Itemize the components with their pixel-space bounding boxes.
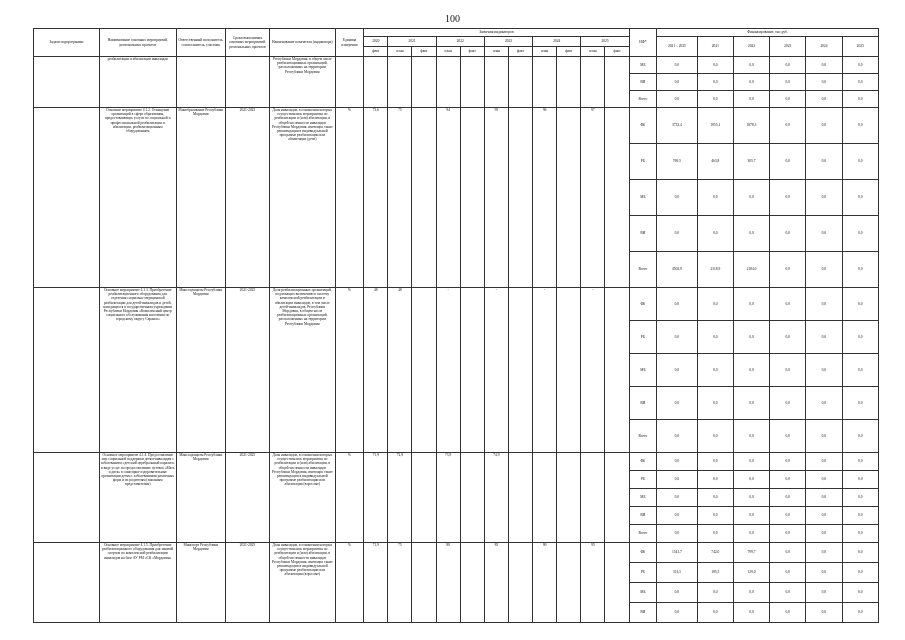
header-source: ИФ* <box>629 29 656 57</box>
finance-value-cell: 0,0 <box>770 489 806 507</box>
finance-value-cell: 0,0 <box>806 252 842 288</box>
indicator-value-cell: - <box>533 288 557 453</box>
finance-value-cell: 2318,9 <box>697 252 733 288</box>
finance-source-cell: ВИ <box>629 507 656 525</box>
finance-value-cell: 0,0 <box>806 471 842 489</box>
finance-value-cell: 0,0 <box>806 108 842 144</box>
indicator-value-cell: 73,6 <box>364 108 388 288</box>
finance-source-cell: МБ <box>629 180 656 216</box>
year-header: 2020 <box>364 37 388 47</box>
indicator-value-cell: - <box>581 288 605 453</box>
table-row <box>34 543 879 563</box>
finance-value-cell: 0,0 <box>657 453 698 471</box>
program-table-sheet <box>33 28 879 615</box>
finance-value-cell: 0,0 <box>842 543 878 563</box>
indicator-cell: Доля инвалидов, в отношении которых осуществлялись мероприятия по реабилитации и (или) абилитации, в общей численности инвалидов Республики Мордовия, имеющих такие рекомендации в индивидуальной программе реабилитации или абилитации (дети) <box>269 108 335 288</box>
indicator-value-cell: 96 <box>533 108 557 288</box>
measure-cell: Основное мероприятие 4.1.3. Приобретение реабилитационного оборудования для отделения социально-медицинской реабилитации для детей-инвалидов и детей, находящихся в государственном учреждении Республики Мордовия «Комплексный центр социального обслуживания населения по городскому округу Саранск» <box>99 288 176 453</box>
header-period: Сроки выполнения основных мероприятий, региональных проектов <box>226 29 270 57</box>
finance-value-cell: 0,0 <box>842 507 878 525</box>
unit-cell <box>335 57 364 108</box>
indicator-cell: Доля инвалидов, в отношении которых осуществлялись мероприятия по реабилитации и (или) абилитации, в общей численности инвалидов Республики Мордовия, имеющих такие рекомендации в индивидуальной программе реабилитации или абилитации (взрослые) <box>269 543 335 623</box>
finance-source-cell: ВИ <box>629 603 656 623</box>
finance-source-cell: МБ <box>629 489 656 507</box>
finance-value-cell: 0,0 <box>733 453 769 471</box>
finance-value-cell: 0,0 <box>733 583 769 603</box>
finance-value-cell: 0,0 <box>806 354 842 387</box>
finance-source-cell: ФБ <box>629 453 656 471</box>
indicator-value-cell: 90 <box>533 543 557 623</box>
indicator-value-cell <box>460 453 484 543</box>
finance-value-cell: 0,0 <box>733 387 769 420</box>
finance-source-cell: ФБ <box>629 288 656 321</box>
finance-value-cell: 0,0 <box>657 57 698 74</box>
finance-value-cell: 0,0 <box>733 74 769 91</box>
indicator-value-cell: 85 <box>484 543 508 623</box>
finance-value-cell: 0,0 <box>733 420 769 453</box>
table-row <box>34 288 879 321</box>
year-header: 2023 <box>484 37 532 47</box>
finance-value-cell: 0,0 <box>842 144 878 180</box>
indicator-value-cell: 71,9 <box>364 453 388 543</box>
finance-value-cell: 0,0 <box>697 180 733 216</box>
indicator-value-cell <box>364 57 388 108</box>
subcol-header: план <box>533 47 557 57</box>
indicator-value-cell <box>460 288 484 453</box>
finance-value-cell: 0,0 <box>842 108 878 144</box>
table-row <box>34 108 879 144</box>
finance-source-cell: РБ <box>629 471 656 489</box>
fin-year-header: 2024 <box>806 37 842 57</box>
subcol-header: факт <box>557 47 581 57</box>
finance-value-cell: 0,0 <box>806 91 842 108</box>
finance-value-cell: 0,0 <box>697 525 733 543</box>
period-cell: 2021-2025 <box>226 543 270 623</box>
table-row <box>34 453 879 471</box>
finance-value-cell: 0,0 <box>733 507 769 525</box>
finance-value-cell: 0,0 <box>770 216 806 252</box>
indicator-value-cell <box>557 543 581 623</box>
indicator-value-cell <box>508 543 532 623</box>
finance-value-cell: 0,0 <box>657 74 698 91</box>
finance-value-cell: 0,0 <box>697 57 733 74</box>
subcol-header: факт <box>605 47 629 57</box>
finance-value-cell: 185,5 <box>697 563 733 583</box>
executor-cell: Минспорт Республики Мордовия <box>176 543 225 623</box>
fin-year-header: 2025 <box>842 37 878 57</box>
finance-value-cell: 0,0 <box>770 453 806 471</box>
measure-cell: Основное мероприятие 4.1.2. Оснащение организаций в сфере образования, предоставляющих услуги по социальной и профессиональной реабилитации и абилитации, реабилитационным оборудованием <box>99 108 176 288</box>
indicator-value-cell: 75 <box>388 108 412 288</box>
finance-value-cell: 0,0 <box>770 387 806 420</box>
finance-value-cell: 0,0 <box>733 489 769 507</box>
finance-value-cell: 0,0 <box>697 489 733 507</box>
finance-value-cell: 4502,9 <box>657 252 698 288</box>
task-cell <box>34 108 100 288</box>
finance-value-cell: 0,0 <box>657 288 698 321</box>
finance-value-cell: 0,0 <box>770 563 806 583</box>
finance-value-cell: 0,0 <box>657 603 698 623</box>
finance-source-cell: РБ <box>629 321 656 354</box>
finance-value-cell: 0,0 <box>770 543 806 563</box>
finance-value-cell: 0,0 <box>770 354 806 387</box>
indicator-value-cell <box>412 57 436 108</box>
finance-value-cell: 0,0 <box>657 525 698 543</box>
executor-cell: Минобразование Республики Мордовия <box>176 108 225 288</box>
table-row <box>34 57 879 74</box>
indicator-value-cell <box>508 453 532 543</box>
indicator-value-cell <box>460 57 484 108</box>
finance-source-cell: МБ <box>629 354 656 387</box>
period-cell: 2021-2025 <box>226 453 270 543</box>
indicator-value-cell: 75 <box>388 543 412 623</box>
indicator-value-cell <box>412 543 436 623</box>
finance-value-cell: 0,0 <box>733 321 769 354</box>
finance-source-cell: МБ <box>629 57 656 74</box>
finance-value-cell: 129,0 <box>733 563 769 583</box>
finance-value-cell: 1855,1 <box>697 108 733 144</box>
finance-value-cell: 0,0 <box>697 216 733 252</box>
finance-value-cell: 0,0 <box>806 525 842 543</box>
period-cell <box>226 57 270 108</box>
indicator-value-cell: 48 <box>388 288 412 453</box>
finance-value-cell: 0,0 <box>657 387 698 420</box>
task-cell <box>34 57 100 108</box>
unit-cell: % <box>335 453 364 543</box>
subcol-header: факт <box>508 47 532 57</box>
header-unit: Единица измерения <box>335 29 364 57</box>
indicator-value-cell <box>605 57 629 108</box>
measure-cell: реабилитации и абилитации инвалидов <box>99 57 176 108</box>
finance-value-cell: 2184,0 <box>733 252 769 288</box>
fin-year-header: 2021 – 2025 <box>657 37 698 57</box>
finance-source-cell: Всего <box>629 420 656 453</box>
finance-value-cell: 0,0 <box>842 321 878 354</box>
finance-value-cell: 0,0 <box>806 387 842 420</box>
finance-value-cell: 0,0 <box>842 583 878 603</box>
indicator-value-cell <box>557 288 581 453</box>
indicator-value-cell <box>557 453 581 543</box>
page-number: 100 <box>445 14 460 25</box>
year-header: 2021 <box>388 37 436 47</box>
finance-source-cell: ВИ <box>629 387 656 420</box>
finance-value-cell: 0,0 <box>842 525 878 543</box>
finance-value-cell: 0,0 <box>770 583 806 603</box>
indicator-value-cell <box>412 108 436 288</box>
unit-cell: % <box>335 543 364 623</box>
finance-value-cell: 0,0 <box>770 57 806 74</box>
program-table <box>33 28 879 623</box>
header-indicator: Наименование показателя (индикатора) <box>269 29 335 57</box>
indicator-value-cell: 95 <box>484 108 508 288</box>
year-header: 2024 <box>533 37 581 47</box>
indicator-value-cell: - <box>484 288 508 453</box>
finance-value-cell: 0,0 <box>657 507 698 525</box>
indicator-value-cell: 97 <box>581 108 605 288</box>
indicator-value-cell <box>484 57 508 108</box>
finance-source-cell: Всего <box>629 525 656 543</box>
executor-cell <box>176 57 225 108</box>
finance-value-cell: 0,0 <box>733 91 769 108</box>
finance-value-cell: 0,0 <box>697 288 733 321</box>
finance-value-cell: 0,0 <box>842 180 878 216</box>
finance-value-cell: 3733,4 <box>657 108 698 144</box>
header-executor: Ответственный исполнитель, соисполнитель, участник <box>176 29 225 57</box>
finance-value-cell: 0,0 <box>806 563 842 583</box>
finance-value-cell: 0,0 <box>697 583 733 603</box>
indicator-value-cell <box>581 453 605 543</box>
subcol-header: план <box>388 47 412 57</box>
task-cell <box>34 288 100 453</box>
fin-year-header: 2022 <box>733 37 769 57</box>
finance-value-cell: 0,0 <box>770 471 806 489</box>
period-cell: 2021-2025 <box>226 108 270 288</box>
finance-value-cell: 0,0 <box>806 180 842 216</box>
finance-value-cell: 0,0 <box>657 583 698 603</box>
finance-value-cell: 314,5 <box>657 563 698 583</box>
unit-cell: % <box>335 288 364 453</box>
measure-cell: Основное мероприятие 4.1.4. Предоставление мер социальной поддержки детям-инвалидам с заболеванием «детский церебральный паралич» в виде услуг по предоставлению путевок «Мать и дитя» в санаторно-оздоровительные организации детям с заболеваниями различных форм и их родителям (законным представителям) <box>99 453 176 543</box>
indicator-value-cell <box>605 288 629 453</box>
finance-value-cell: 0,0 <box>842 74 878 91</box>
finance-value-cell: 0,0 <box>733 57 769 74</box>
finance-value-cell: 0,0 <box>806 74 842 91</box>
finance-value-cell: 0,0 <box>697 74 733 91</box>
finance-source-cell: Всего <box>629 91 656 108</box>
finance-value-cell: 0,0 <box>806 583 842 603</box>
measure-cell: Основное мероприятие 4.1.5. Приобретение реабилитационного оборудования для занятий спортом по комплексной реабилитации инвалидов на базе АУ РМ «СК «Мордовия» <box>99 543 176 623</box>
finance-value-cell: 0,0 <box>733 525 769 543</box>
indicator-value-cell <box>388 57 412 108</box>
finance-value-cell: 0,0 <box>842 288 878 321</box>
finance-source-cell: ФБ <box>629 108 656 144</box>
finance-value-cell: 0,0 <box>806 543 842 563</box>
finance-value-cell: 0,0 <box>806 144 842 180</box>
finance-value-cell: 0,0 <box>842 57 878 74</box>
indicator-value-cell <box>508 288 532 453</box>
indicator-value-cell <box>412 453 436 543</box>
finance-value-cell: 1878,3 <box>733 108 769 144</box>
finance-value-cell: 0,0 <box>770 252 806 288</box>
finance-value-cell: 0,0 <box>770 180 806 216</box>
finance-value-cell: 742,0 <box>697 543 733 563</box>
fin-year-header: 2023 <box>770 37 806 57</box>
finance-value-cell: 0,0 <box>842 471 878 489</box>
finance-value-cell: 0,0 <box>770 91 806 108</box>
indicator-value-cell: 95 <box>581 543 605 623</box>
indicator-value-cell <box>508 57 532 108</box>
finance-value-cell: 0,0 <box>697 354 733 387</box>
indicator-value-cell <box>605 543 629 623</box>
indicator-value-cell <box>557 108 581 288</box>
header-task: Задачи подпрограммы <box>34 29 100 57</box>
finance-value-cell: 0,0 <box>842 420 878 453</box>
finance-value-cell: 0,0 <box>842 354 878 387</box>
indicator-value-cell <box>412 288 436 453</box>
finance-value-cell: 0,0 <box>697 91 733 108</box>
executor-cell: Минсоцзащиты Республики Мордовия <box>176 453 225 543</box>
finance-value-cell: 0,0 <box>733 354 769 387</box>
indicator-value-cell <box>605 453 629 543</box>
subcol-header: план <box>484 47 508 57</box>
indicator-cell: Доля инвалидов, в отношении которых осуществлялись мероприятия по реабилитации и (или) абилитации, в общей численности инвалидов Республики Мордовия, имеющих такие рекомендации в индивидуальной программе реабилитации или абилитации (взрослые) <box>269 453 335 543</box>
finance-source-cell: ФБ <box>629 543 656 563</box>
finance-value-cell: 0,0 <box>806 489 842 507</box>
finance-value-cell: 0,0 <box>697 507 733 525</box>
task-cell <box>34 543 100 623</box>
finance-value-cell: 0,0 <box>770 144 806 180</box>
finance-value-cell: 799,7 <box>733 543 769 563</box>
finance-value-cell: 0,0 <box>657 216 698 252</box>
finance-value-cell: 0,0 <box>770 603 806 623</box>
finance-source-cell: Всего <box>629 252 656 288</box>
header-measure: Наименование основных мероприятий, региональных проектов <box>99 29 176 57</box>
finance-value-cell: 0,0 <box>806 420 842 453</box>
indicator-value-cell: 94 <box>436 108 460 288</box>
finance-value-cell: 0,0 <box>806 288 842 321</box>
finance-value-cell: 0,0 <box>733 216 769 252</box>
finance-value-cell: 0,0 <box>770 108 806 144</box>
indicator-value-cell: 74,9 <box>484 453 508 543</box>
finance-value-cell: 0,0 <box>806 216 842 252</box>
subcol-header: факт <box>460 47 484 57</box>
indicator-value-cell: 73,9 <box>436 453 460 543</box>
fin-year-header: 2021 <box>697 37 733 57</box>
executor-cell: Минсоцзащиты Республики Мордовия <box>176 288 225 453</box>
finance-value-cell: 0,0 <box>733 603 769 623</box>
unit-cell: % <box>335 108 364 288</box>
finance-value-cell: 0,0 <box>657 91 698 108</box>
finance-value-cell: 0,0 <box>697 387 733 420</box>
finance-value-cell: 1541,7 <box>657 543 698 563</box>
finance-value-cell: 0,0 <box>842 603 878 623</box>
year-header: 2025 <box>581 37 629 47</box>
finance-value-cell: 0,0 <box>733 471 769 489</box>
indicator-value-cell <box>533 453 557 543</box>
indicator-value-cell <box>605 108 629 288</box>
year-header: 2022 <box>436 37 484 47</box>
finance-value-cell: 0,0 <box>697 453 733 471</box>
subcol-header: план <box>436 47 460 57</box>
finance-value-cell: 0,0 <box>697 471 733 489</box>
finance-source-cell: ВИ <box>629 216 656 252</box>
header-values-group: Значения индикаторов <box>364 29 629 37</box>
finance-source-cell: РБ <box>629 144 656 180</box>
subcol-header: план <box>581 47 605 57</box>
indicator-value-cell: 71,9 <box>364 543 388 623</box>
finance-value-cell: 0,0 <box>697 603 733 623</box>
finance-value-cell: 0,0 <box>842 216 878 252</box>
task-cell <box>34 453 100 543</box>
finance-value-cell: 0,0 <box>770 420 806 453</box>
indicator-value-cell <box>581 57 605 108</box>
finance-source-cell: МБ <box>629 583 656 603</box>
finance-value-cell: 0,0 <box>842 91 878 108</box>
indicator-value-cell <box>557 57 581 108</box>
indicator-cell: Республики Мордовия, в общем числе реабилитационных организаций, расположенных на территории Республики Мордовия <box>269 57 335 108</box>
finance-value-cell: 0,0 <box>657 354 698 387</box>
finance-value-cell: 0,0 <box>770 525 806 543</box>
finance-value-cell: 0,0 <box>842 387 878 420</box>
finance-value-cell: 0,0 <box>733 288 769 321</box>
finance-value-cell: 0,0 <box>806 507 842 525</box>
finance-source-cell: РБ <box>629 563 656 583</box>
finance-value-cell: 0,0 <box>770 288 806 321</box>
period-cell: 2021-2025 <box>226 288 270 453</box>
subcol-header: факт <box>412 47 436 57</box>
indicator-value-cell: 48 <box>364 288 388 453</box>
indicator-cell: Доля реабилитационных организаций, подлежащих включению в систему комплексной реабилитации и абилитации инвалидов, в том числе детей-инвалидов, Республики Мордовия, в общем числе реабилитационных организаций, расположенных на территории Республики Мордовия <box>269 288 335 453</box>
finance-value-cell: 0,0 <box>806 321 842 354</box>
finance-value-cell: 0,0 <box>657 420 698 453</box>
finance-value-cell: 0,0 <box>770 507 806 525</box>
indicator-value-cell: - <box>436 288 460 453</box>
finance-value-cell: 0,0 <box>697 420 733 453</box>
indicator-value-cell <box>533 57 557 108</box>
finance-value-cell: 0,0 <box>806 603 842 623</box>
finance-value-cell: 0,0 <box>733 180 769 216</box>
finance-value-cell: 0,0 <box>842 252 878 288</box>
finance-value-cell: 0,0 <box>657 180 698 216</box>
finance-value-cell: 305,7 <box>733 144 769 180</box>
finance-value-cell: 463,8 <box>697 144 733 180</box>
indicator-value-cell <box>460 543 484 623</box>
header-finance-group: Финансирование, тыс.руб. <box>657 29 879 37</box>
finance-value-cell: 0,0 <box>657 321 698 354</box>
subcol-header: факт <box>364 47 388 57</box>
finance-source-cell: ВИ <box>629 74 656 91</box>
indicator-value-cell: 80 <box>436 543 460 623</box>
finance-value-cell: 0,0 <box>842 453 878 471</box>
indicator-value-cell: 72,9 <box>388 453 412 543</box>
finance-value-cell: 0,0 <box>842 563 878 583</box>
indicator-value-cell <box>508 108 532 288</box>
finance-value-cell: 0,0 <box>806 453 842 471</box>
finance-value-cell: 0,0 <box>806 57 842 74</box>
finance-value-cell: 0,0 <box>657 471 698 489</box>
indicator-value-cell <box>460 108 484 288</box>
finance-value-cell: 769,5 <box>657 144 698 180</box>
finance-value-cell: 0,0 <box>770 321 806 354</box>
indicator-value-cell <box>436 57 460 108</box>
finance-value-cell: 0,0 <box>697 321 733 354</box>
finance-value-cell: 0,0 <box>770 74 806 91</box>
finance-value-cell: 0,0 <box>842 489 878 507</box>
finance-value-cell: 0,0 <box>657 489 698 507</box>
